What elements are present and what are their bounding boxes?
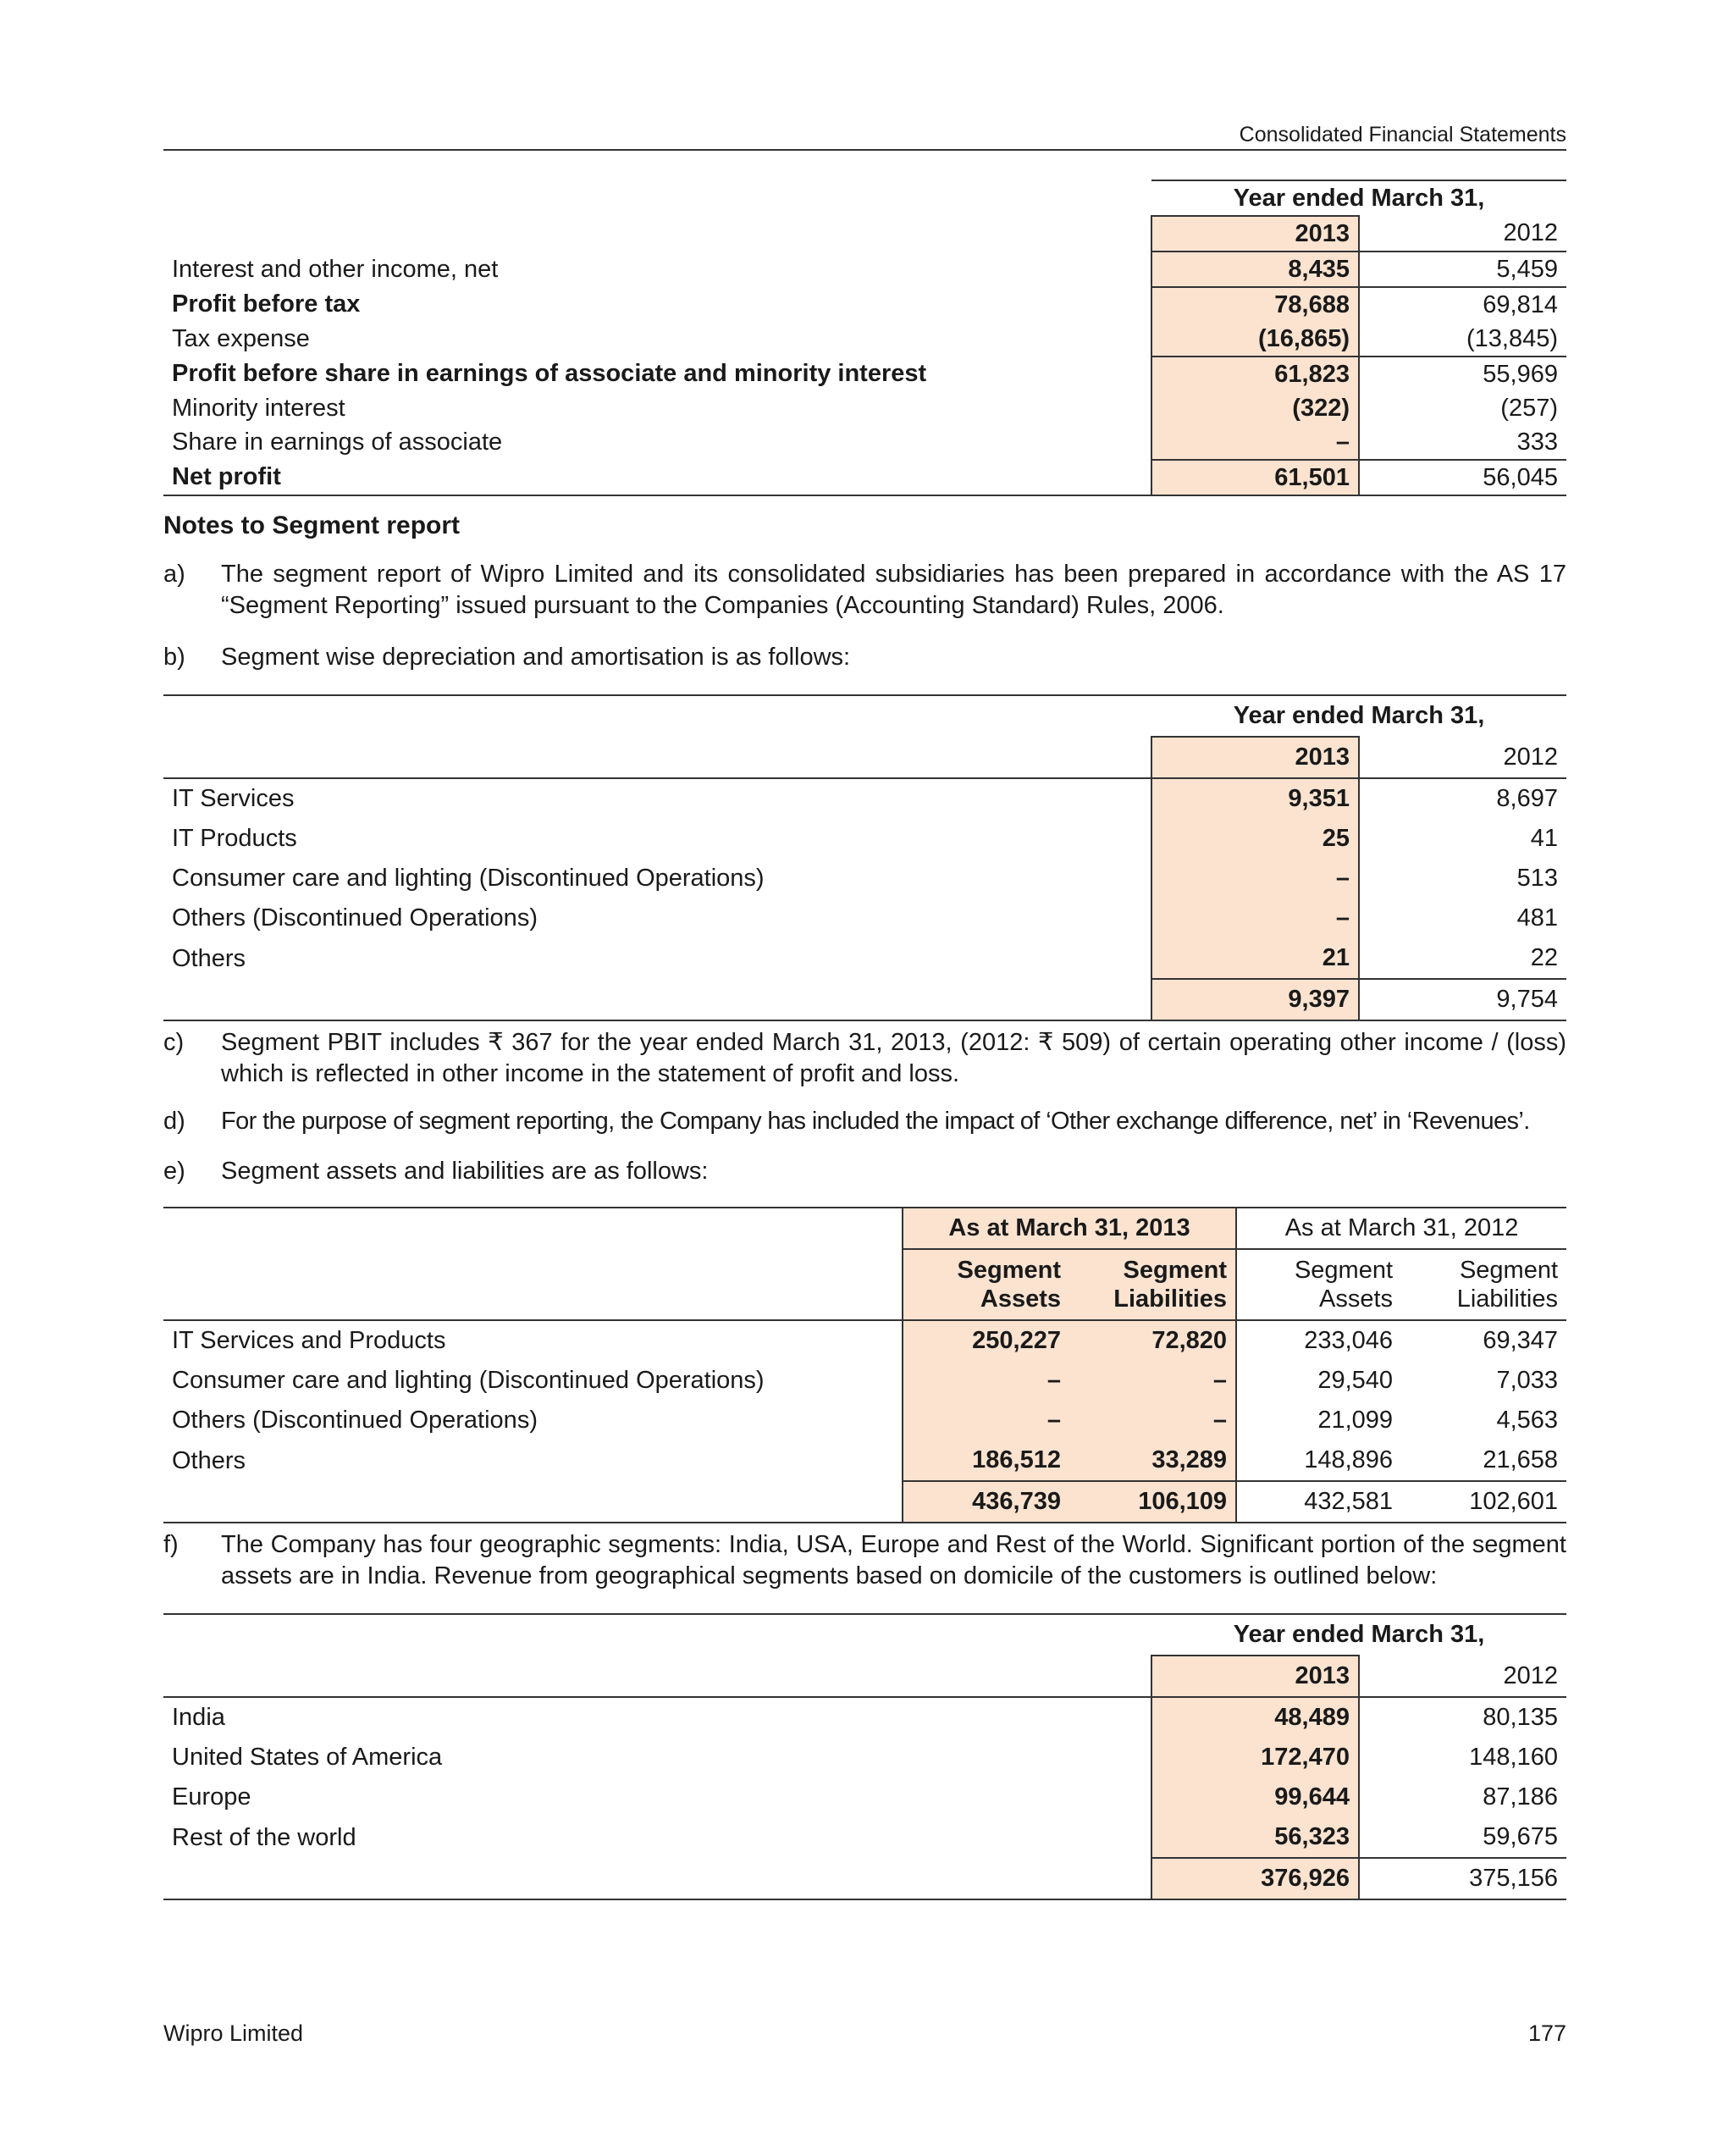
note-text: Segment PBIT includes ₹ 367 for the year ended March 31, 2013, (2012: ₹ 509) of certain operating other income / (loss) which is reflected in other income in the statement of profit and loss.: [221, 1029, 1566, 1087]
row-label: IT Products: [172, 825, 297, 852]
table-header-row: [163, 1208, 1566, 1249]
row-label: Others: [172, 1446, 246, 1474]
note-text: The segment report of Wipro Limited and its consolidated subsidiaries has been prepared in accordance with the AS 17 “Segment Reporting” issued pursuant to the Companies (Accounting Standard) Rules, 2006.: [221, 561, 1566, 619]
value-2012: 87,186: [1483, 1783, 1558, 1810]
table-row: [163, 391, 1566, 425]
note-a: [163, 559, 1566, 622]
table-row: [163, 357, 1566, 391]
row-label: Others (Discontinued Operations): [172, 904, 538, 932]
segment-assets-table: [163, 1207, 1566, 1523]
value-2013: 172,470: [1151, 1738, 1359, 1777]
year-header-row: [163, 1656, 1566, 1697]
table-row: [163, 938, 1566, 979]
header-title: Consolidated Financial Statements: [1239, 123, 1566, 146]
note-c: [163, 1027, 1566, 1090]
liabilities-2012: 69,347: [1483, 1327, 1559, 1354]
subheader-line: Liabilities: [1113, 1285, 1228, 1313]
note-letter: d): [163, 1108, 185, 1135]
value-2012: 41: [1530, 825, 1558, 852]
value-2012: 148,160: [1469, 1744, 1558, 1771]
geographic-revenue-table: [163, 1613, 1566, 1900]
notes-title: Notes to Segment report: [163, 511, 461, 539]
value-2013: 9,351: [1151, 778, 1359, 819]
table-header-row: [163, 695, 1566, 737]
note-letter: a): [163, 561, 185, 588]
year-header-row: [163, 216, 1566, 252]
value-2012: 8,697: [1496, 785, 1558, 812]
row-label: Share in earnings of associate: [172, 428, 503, 456]
note-letter: b): [163, 644, 185, 671]
assets-2012: 21,099: [1317, 1407, 1394, 1434]
footer-company: Wipro Limited: [163, 2021, 304, 2046]
row-label: Net profit: [163, 460, 1151, 495]
liabilities-2012: 7,033: [1496, 1367, 1559, 1394]
value-2012: 5,459: [1359, 252, 1566, 287]
liabilities-2012: 4,563: [1496, 1407, 1559, 1434]
table-header-row: [163, 180, 1566, 216]
total-assets-2012: 432,581: [1236, 1481, 1401, 1523]
row-label: India: [172, 1704, 225, 1731]
value-2012: (257): [1500, 394, 1558, 422]
subheader-line: Liabilities: [1456, 1285, 1559, 1313]
year-2012-header: 2012: [1359, 737, 1566, 778]
assets-2012: 233,046: [1304, 1327, 1394, 1354]
note-text: Segment wise depreciation and amortisation is as follows:: [221, 644, 851, 671]
value-2012: 333: [1516, 428, 1558, 456]
segment-liabilities-2012-header: [1401, 1249, 1566, 1320]
row-label: Profit before tax: [172, 290, 361, 318]
table-row: [163, 898, 1566, 938]
subheader-line: Segment: [1294, 1257, 1394, 1284]
row-label: United States of America: [172, 1744, 443, 1771]
total-row: [163, 979, 1566, 1020]
table-row: [163, 287, 1566, 322]
period-header: Year ended March 31,: [1151, 180, 1566, 216]
assets-2012: 148,896: [1304, 1446, 1394, 1473]
assets-2012: 29,540: [1317, 1367, 1394, 1394]
period-header: Year ended March 31,: [1151, 695, 1566, 737]
header-2013: As at March 31, 2013: [903, 1208, 1236, 1249]
segment-assets-2013-header: [903, 1249, 1069, 1320]
table-row: [163, 859, 1566, 898]
note-letter: f): [163, 1531, 179, 1558]
row-label: Consumer care and lighting (Discontinued Operations): [172, 865, 765, 892]
year-2012-header: 2012: [1359, 1656, 1566, 1697]
table-row: [163, 425, 1566, 460]
row-label: Europe: [172, 1783, 251, 1810]
value-2013: 56,323: [1151, 1817, 1359, 1858]
total-liabilities-2013: 106,109: [1069, 1481, 1236, 1523]
total-2013: 376,926: [1151, 1858, 1359, 1899]
subheader-line: Assets: [980, 1285, 1061, 1313]
assets-2013: 250,227: [903, 1320, 1069, 1361]
table-row: [163, 1817, 1566, 1858]
value-2012: 481: [1516, 904, 1558, 932]
liabilities-2013: –: [1069, 1361, 1236, 1401]
note-e: [163, 1156, 1566, 1187]
row-label: Rest of the world: [172, 1823, 356, 1851]
note-letter: c): [163, 1029, 185, 1056]
value-2013: –: [1151, 898, 1359, 938]
total-row: [163, 1481, 1566, 1523]
value-2013: –: [1151, 425, 1359, 460]
row-label: IT Services: [172, 785, 295, 812]
value-2012: 513: [1516, 865, 1558, 892]
value-2012: 59,675: [1483, 1823, 1558, 1850]
year-2013-header: 2013: [1151, 1656, 1359, 1697]
subheader-line: Segment: [1123, 1257, 1228, 1284]
table-row: [163, 252, 1566, 287]
value-2013: 61,501: [1151, 460, 1359, 495]
subheader-line: Segment: [1459, 1257, 1559, 1284]
subheader-row: [163, 1249, 1566, 1320]
note-text: The Company has four geographic segments: India, USA, Europe and Rest of the World. Significant portion of the segment assets are in India. Revenue from geographical segments based on domicile of the customers is outlined below:: [221, 1531, 1566, 1589]
value-2013: (322): [1151, 391, 1359, 425]
value-2012: (13,845): [1466, 324, 1558, 352]
value-2013: (16,865): [1151, 322, 1359, 357]
total-row: [163, 1858, 1566, 1899]
year-2013-header: 2013: [1151, 737, 1359, 778]
table-row: [163, 322, 1566, 357]
row-label: Others (Discontinued Operations): [172, 1407, 538, 1434]
period-header: Year ended March 31,: [1151, 1614, 1566, 1656]
value-2013: 8,435: [1151, 252, 1359, 287]
value-2012: 22: [1530, 944, 1558, 971]
header-2012: As at March 31, 2012: [1236, 1208, 1566, 1249]
table-row: [163, 778, 1566, 819]
row-label: Interest and other income, net: [172, 255, 499, 283]
value-2013: –: [1151, 859, 1359, 898]
assets-2013: –: [903, 1401, 1069, 1440]
segment-assets-2012-header: [1236, 1249, 1401, 1320]
note-letter: e): [163, 1158, 185, 1185]
subheader-line: Segment: [957, 1257, 1061, 1284]
row-label: Profit before share in earnings of associate and minority interest: [172, 360, 927, 387]
table-row: [163, 1320, 1566, 1361]
table-row: [163, 1440, 1566, 1481]
table-row: [163, 1401, 1566, 1440]
liabilities-2013: 72,820: [1069, 1320, 1236, 1361]
row-label: Consumer care and lighting (Discontinued Operations): [172, 1367, 765, 1394]
assets-2013: –: [903, 1361, 1069, 1401]
value-2013: 21: [1151, 938, 1359, 979]
row-label: Others: [172, 944, 246, 972]
table-row: [163, 1777, 1566, 1817]
table-row: [163, 1738, 1566, 1777]
table-row: [163, 1697, 1566, 1738]
note-text: For the purpose of segment reporting, the Company has included the impact of ‘Other exchange difference, net’ in ‘Revenues’.: [221, 1108, 1530, 1135]
note-text: Segment assets and liabilities are as follows:: [221, 1158, 709, 1185]
page-footer: [163, 2021, 1566, 2047]
row-label: Tax expense: [172, 325, 310, 352]
note-b: [163, 642, 1566, 673]
income-summary-table: [163, 180, 1566, 496]
year-2013-header: 2013: [1151, 216, 1359, 252]
value-2013: 78,688: [1151, 287, 1359, 322]
total-2013: 9,397: [1151, 979, 1359, 1020]
row-label: IT Services and Products: [172, 1327, 446, 1354]
liabilities-2012: 21,658: [1483, 1446, 1559, 1473]
table-row: [163, 1361, 1566, 1401]
value-2012: 56,045: [1359, 460, 1566, 495]
total-2012: 9,754: [1359, 979, 1566, 1020]
year-header-row: [163, 737, 1566, 778]
liabilities-2013: –: [1069, 1401, 1236, 1440]
value-2012: 55,969: [1359, 357, 1566, 391]
value-2012: 80,135: [1483, 1704, 1558, 1731]
value-2013: 61,823: [1151, 357, 1359, 391]
total-2012: 375,156: [1359, 1858, 1566, 1899]
page-header: [163, 119, 1566, 151]
year-2012-header: 2012: [1503, 219, 1558, 246]
assets-2013: 186,512: [903, 1440, 1069, 1481]
total-assets-2013: 436,739: [903, 1481, 1069, 1523]
table-row: [163, 819, 1566, 859]
page-number: 177: [1527, 2021, 1566, 2046]
value-2013: 48,489: [1151, 1697, 1359, 1738]
note-f: [163, 1529, 1566, 1592]
liabilities-2013: 33,289: [1069, 1440, 1236, 1481]
row-label: Minority interest: [172, 394, 345, 422]
segment-liabilities-2013-header: [1069, 1249, 1236, 1320]
value-2013: 99,644: [1151, 1777, 1359, 1817]
subheader-line: Assets: [1318, 1285, 1394, 1313]
table-row: [163, 460, 1566, 495]
total-liabilities-2012: 102,601: [1401, 1481, 1566, 1523]
value-2012: 69,814: [1359, 287, 1566, 322]
value-2013: 25: [1151, 819, 1359, 859]
table-header-row: [163, 1614, 1566, 1656]
note-d: [163, 1106, 1566, 1137]
depreciation-table: [163, 694, 1566, 1021]
